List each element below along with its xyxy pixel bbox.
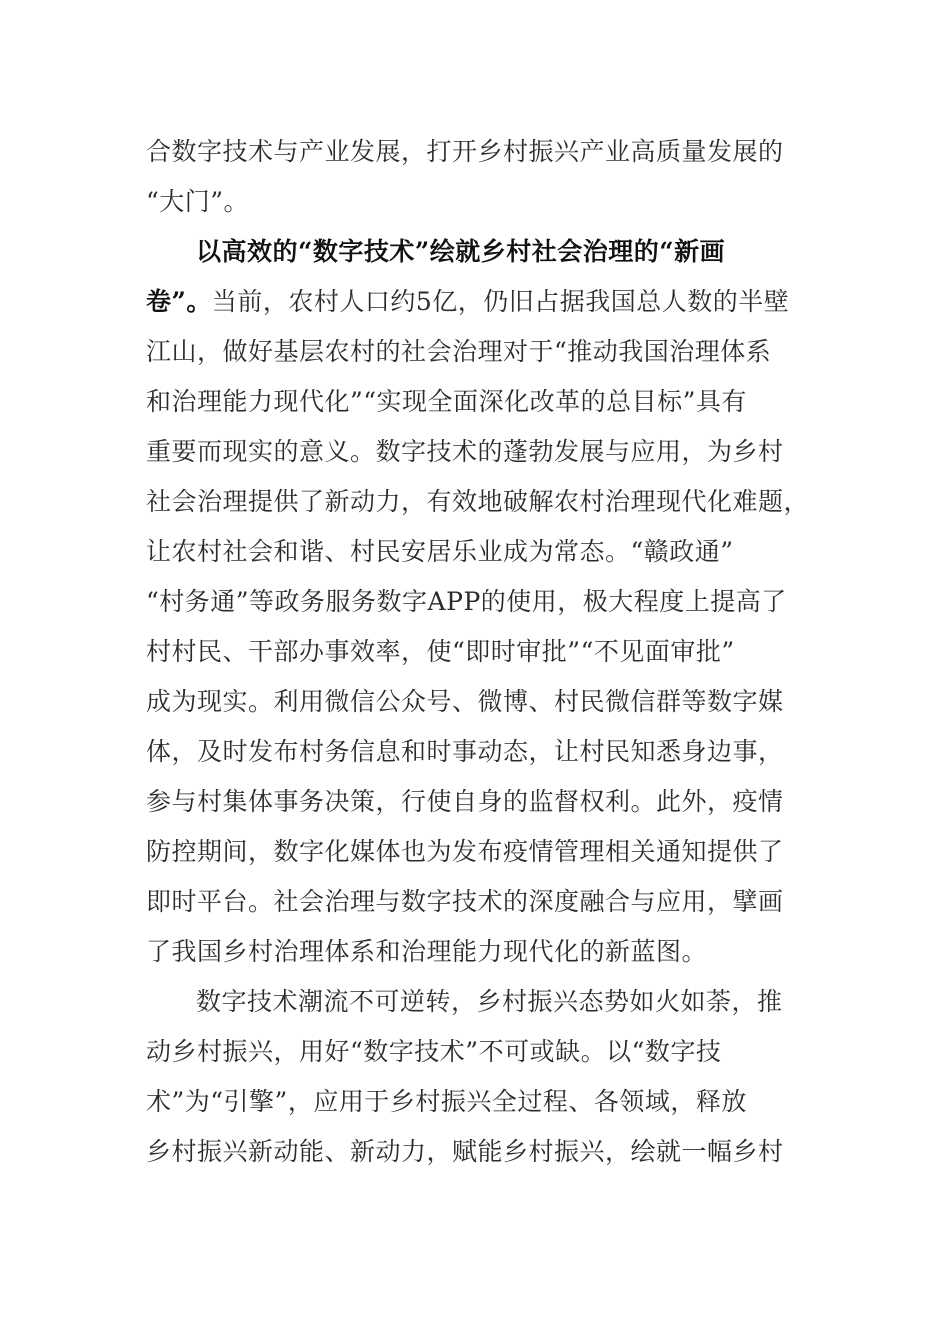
paragraph-2-line-10: 成为现实。利用微信公众号、微博、村民微信群等数字媒 bbox=[146, 687, 784, 716]
paragraph-3-line-2: 动乡村振兴，用好“数字技术”不可或缺。以“数字技 bbox=[146, 1037, 722, 1066]
paragraph-2-line-7: 让农村社会和谐、村民安居乐业成为常态。“赣政通” bbox=[146, 537, 734, 566]
paragraph-2-line-8: “村务通”等政务服务数字APP的使用，极大程度上提高了 bbox=[146, 587, 787, 616]
paragraph-3-line-3: 术”为“引擎”，应用于乡村振兴全过程、各领域，释放 bbox=[146, 1087, 747, 1116]
paragraph-2-line-3: 江山，做好基层农村的社会治理对于“推动我国治理体系 bbox=[146, 337, 772, 366]
paragraph-2-line-12: 参与村集体事务决策，行使自身的监督权利。此外，疫情 bbox=[146, 787, 784, 816]
paragraph-1-line-1: 合数字技术与产业发展，打开乡村振兴产业高质量发展的 bbox=[146, 137, 784, 166]
section-heading-bold: 以高效的“数字技术”绘就乡村社会治理的“新画 bbox=[196, 237, 726, 266]
paragraph-2-line-2-text: 当前，农村人口约5亿，仍旧占据我国总人数的半壁 bbox=[211, 287, 790, 316]
paragraph-2-line-14: 即时平台。社会治理与数字技术的深度融合与应用，擘画 bbox=[146, 887, 784, 916]
paragraph-2-heading-line-1 bbox=[196, 234, 725, 270]
paragraph-2-line-6: 社会治理提供了新动力，有效地破解农村治理现代化难题， bbox=[146, 487, 810, 516]
paragraph-2-line-15: 了我国乡村治理体系和治理能力现代化的新蓝图。 bbox=[146, 937, 708, 966]
paragraph-2-line-9: 村村民、干部办事效率，使“即时审批”“不见面审批” bbox=[146, 637, 735, 666]
paragraph-2-line-13: 防控期间，数字化媒体也为发布疫情管理相关通知提供了 bbox=[146, 837, 784, 866]
paragraph-2-line-4: 和治理能力现代化”“实现全面深化改革的总目标”具有 bbox=[146, 387, 747, 416]
paragraph-2-line-5: 重要而现实的意义。数字技术的蓬勃发展与应用，为乡村 bbox=[146, 437, 784, 466]
paragraph-3-line-4: 乡村振兴新动能、新动力，赋能乡村振兴，绘就一幅乡村 bbox=[146, 1137, 784, 1166]
paragraph-2-line-11: 体，及时发布村务信息和时事动态，让村民知悉身边事， bbox=[146, 737, 784, 766]
section-heading-bold-end: 卷”。 bbox=[146, 287, 212, 316]
paragraph-1-line-2: “大门”。 bbox=[146, 187, 250, 216]
paragraph-2-line-2 bbox=[146, 284, 789, 320]
paragraph-3-line-1: 数字技术潮流不可逆转，乡村振兴态势如火如荼，推 bbox=[196, 987, 783, 1016]
